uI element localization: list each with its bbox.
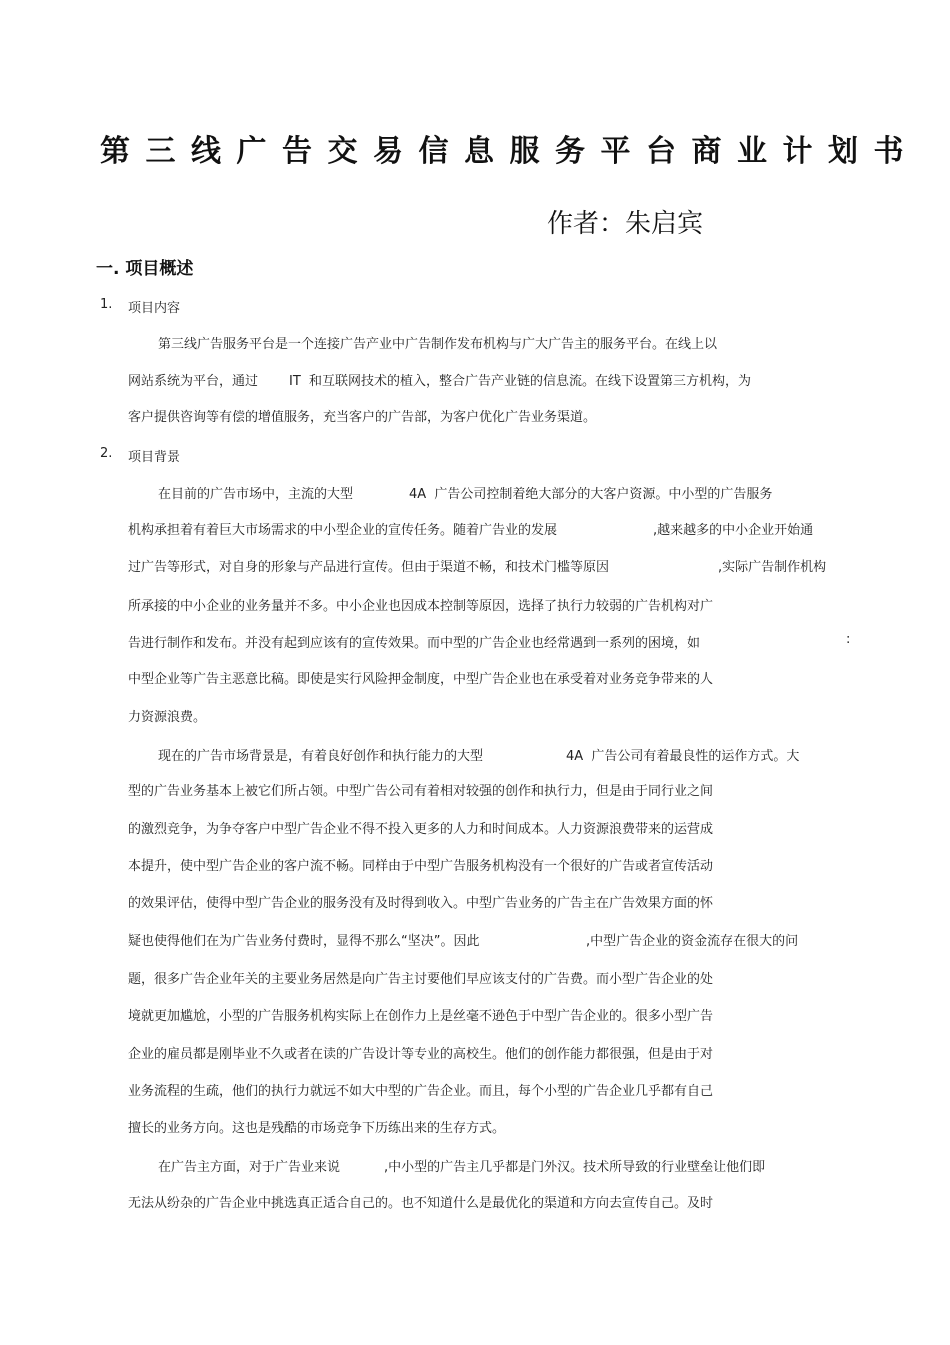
paragraph-line: ,中型广告企业的资金流存在很大的问: [586, 934, 799, 949]
item-number: 2.: [100, 446, 113, 461]
paragraph-line: ,中小型的广告主几乎都是门外汉。技术所导致的行业壁垒让他们即: [384, 1160, 766, 1175]
paragraph-line: 的效果评估，使得中型广告企业的服务没有及时得到收入。中型广告业务的广告主在广告效果方面的怀: [128, 896, 714, 911]
paragraph-line: 机构承担着有着巨大市场需求的中小型企业的宣传任务。随着广告业的发展: [128, 523, 558, 538]
paragraph-line: 第三线广告服务平台是一个连接广告产业中广告制作发布机构与广大广告主的服务平台。在线上以: [158, 337, 718, 352]
paragraph-line: 过广告等形式，对自身的形象与产品进行宣传。但由于渠道不畅，和技术门槛等原因: [128, 560, 610, 575]
paragraph-line: 擅长的业务方向。这也是残酷的市场竞争下历练出来的生存方式。: [128, 1121, 506, 1136]
subheading-project-content: 项目内容: [128, 301, 181, 316]
paragraph-line: 力资源浪费。: [128, 710, 207, 725]
item-number: 1.: [100, 297, 113, 312]
author-line: 作者：朱启宾: [547, 209, 704, 239]
paragraph-line: 网站系统为平台，通过: [128, 374, 259, 389]
paragraph-line: 企业的雇员都是刚毕业不久或者在读的广告设计等专业的高校生。他们的创作能力都很强，但是由于对: [128, 1047, 714, 1062]
paragraph-line: 题，很多广告企业年关的主要业务居然是向广告主讨要他们早应该支付的广告费。而小型广告企业的处: [128, 972, 714, 987]
paragraph-line: 型的广告业务基本上被它们所占领。中型广告公司有着相对较强的创作和执行力，但是由于同行业之间: [128, 784, 714, 799]
paragraph-line: 现在的广告市场背景是，有着良好创作和执行能力的大型: [158, 749, 484, 764]
paragraph-line: 在广告主方面，对于广告业来说: [158, 1160, 341, 1175]
paragraph-line: 客户提供咨询等有偿的增值服务，充当客户的广告部，为客户优化广告业务渠道。: [128, 410, 597, 425]
paragraph-line: 业务流程的生疏，他们的执行力就远不如大中型的广告企业。而且，每个小型的广告企业几乎都有自己: [128, 1084, 714, 1099]
document-title: 第三线广告交易信息服务平台商业计划书: [100, 134, 919, 169]
paragraph-line: 疑也使得他们在为广告业务付费时，显得不那么“坚决”。因此: [128, 934, 480, 949]
paragraph-line: ,实际广告制作机构: [718, 560, 827, 575]
paragraph-line: ,越来越多的中小企业开始通: [653, 523, 814, 538]
paragraph-line: IT 和互联网技术的植入，整合广告产业链的信息流。在线下设置第三方机构，为: [289, 374, 752, 389]
paragraph-line: 所承接的中小企业的业务量并不多。中小企业也因成本控制等原因，选择了执行力较弱的广告机构对广: [128, 599, 714, 614]
paragraph-line: 境就更加尴尬，小型的广告服务机构实际上在创作力上是丝毫不逊色于中型广告企业的。很多小型广告: [128, 1009, 714, 1024]
paragraph-line: 的激烈竞争，为争夺客户中型广告企业不得不投入更多的人力和时间成本。人力资源浪费带来的运营成: [128, 822, 714, 837]
subheading-project-background: 项目背景: [128, 450, 181, 465]
paragraph-line: 中型企业等广告主恶意比稿。即使是实行风险押金制度，中型广告企业也在承受着对业务竞争带来的人: [128, 672, 714, 687]
paragraph-line: 本提升，使中型广告企业的客户流不畅。同样由于中型广告服务机构没有一个很好的广告或者宣传活动: [128, 859, 714, 874]
paragraph-line: 4A 广告公司控制着绝大部分的大客户资源。中小型的广告服务: [409, 487, 773, 502]
paragraph-line: 告进行制作和发布。并没有起到应该有的宣传效果。而中型的广告企业也经常遇到一系列的困境，如: [128, 636, 701, 651]
paragraph-line: :: [846, 632, 851, 647]
section-heading: 一. 项目概述: [96, 259, 194, 279]
paragraph-line: 无法从纷杂的广告企业中挑选真正适合自己的。也不知道什么是最优化的渠道和方向去宣传自己。及时: [128, 1196, 714, 1211]
paragraph-line: 在目前的广告市场中，主流的大型: [158, 487, 354, 502]
paragraph-line: 4A 广告公司有着最良性的运作方式。大: [566, 749, 800, 764]
